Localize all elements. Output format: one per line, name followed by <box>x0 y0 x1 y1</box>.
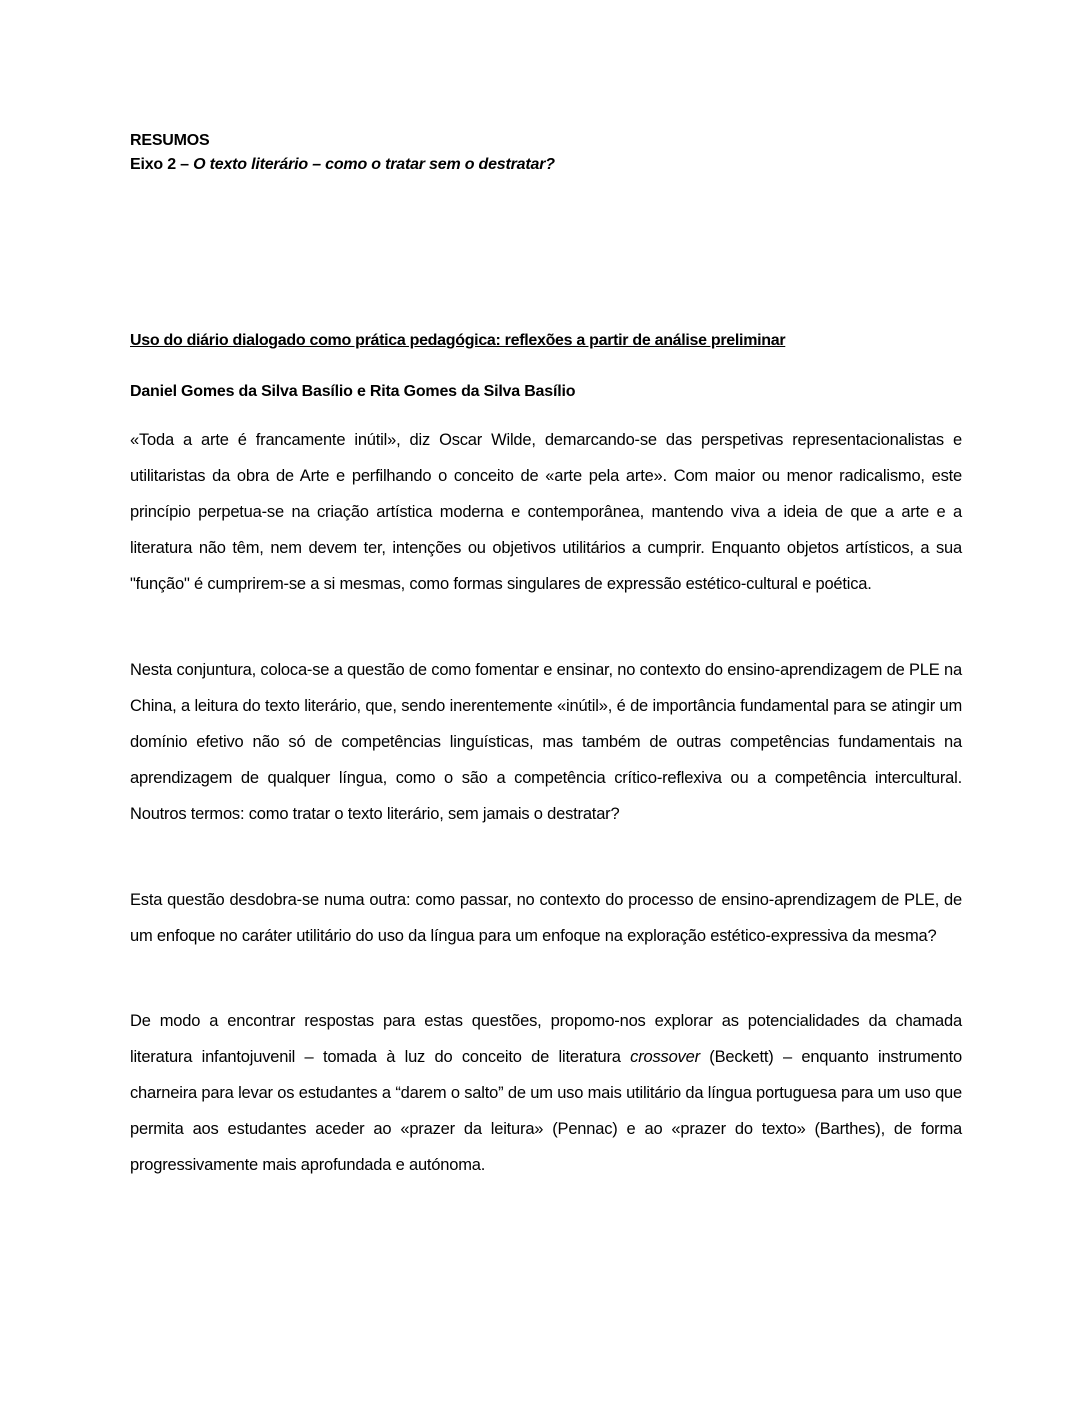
crossover-term: crossover <box>630 1048 700 1066</box>
paragraph-1: «Toda a arte é francamente inútil», diz Oscar Wilde, demarcando-se das perspetivas representacionalistas e utilitaristas da obra de Arte e perfilhando o conceito de «arte pela arte». Com maior ou menor radicalismo, este princípio perpetua-se na criação artística moderna e contemporânea, mantendo viva a ideia de que a arte e a literatura não têm, nem devem ter, intenções ou objetivos utilitários a cumprir. Enquanto objetos artísticos, a sua "função" é cumprirem-se a si mesmas, como formas singulares de expressão estético-cultural e poética. <box>130 431 962 593</box>
paragraph-4-text-end: (Beckett) – enquanto instrumento charneira para levar os estudantes a “darem o salto” de um uso mais utilitário da língua portuguesa para um uso que permita aos estudantes aceder ao «prazer da leitura» (Pennac) e ao «prazer do texto» (Barthes), de forma progressivamente mais aprofundada e autónoma. <box>130 1048 962 1174</box>
paragraph-4-text-start: De modo a encontrar respostas para estas questões, propomo-nos explorar as potencialidades da chamada literatura infantojuvenil – tomada à luz do conceito de literatura <box>130 1012 962 1066</box>
axis-name: O texto literário – como o tratar sem o destratar? <box>193 156 555 173</box>
article-authors: Daniel Gomes da Silva Basílio e Rita Gomes da Silva Basílio <box>130 383 576 400</box>
axis-title <box>130 154 962 176</box>
article-title: Uso do diário dialogado como prática pedagógica: reflexões a partir de análise preliminar <box>130 332 786 349</box>
paragraph-2: Nesta conjuntura, coloca-se a questão de como fomentar e ensinar, no contexto do ensino-aprendizagem de PLE na China, a leitura do texto literário, que, sendo inerentemente «inútil», é de importância fundamental para se atingir um domínio efetivo não só de competências linguísticas, mas também de outras competências fundamentais na aprendizagem de qualquer língua, como o são a competência crítico-reflexiva ou a competência intercultural. Noutros termos: como tratar o texto literário, sem jamais o destratar? <box>130 661 962 823</box>
axis-prefix: Eixo 2 – <box>130 156 194 173</box>
paragraph-3: Esta questão desdobra-se numa outra: como passar, no contexto do processo de ensino-aprendizagem de PLE, de um enfoque no caráter utilitário do uso da língua para um enfoque na exploração estético-expressiva da mesma? <box>130 891 962 945</box>
paragraph-4 <box>130 1003 962 1183</box>
section-label: RESUMOS <box>130 132 210 149</box>
